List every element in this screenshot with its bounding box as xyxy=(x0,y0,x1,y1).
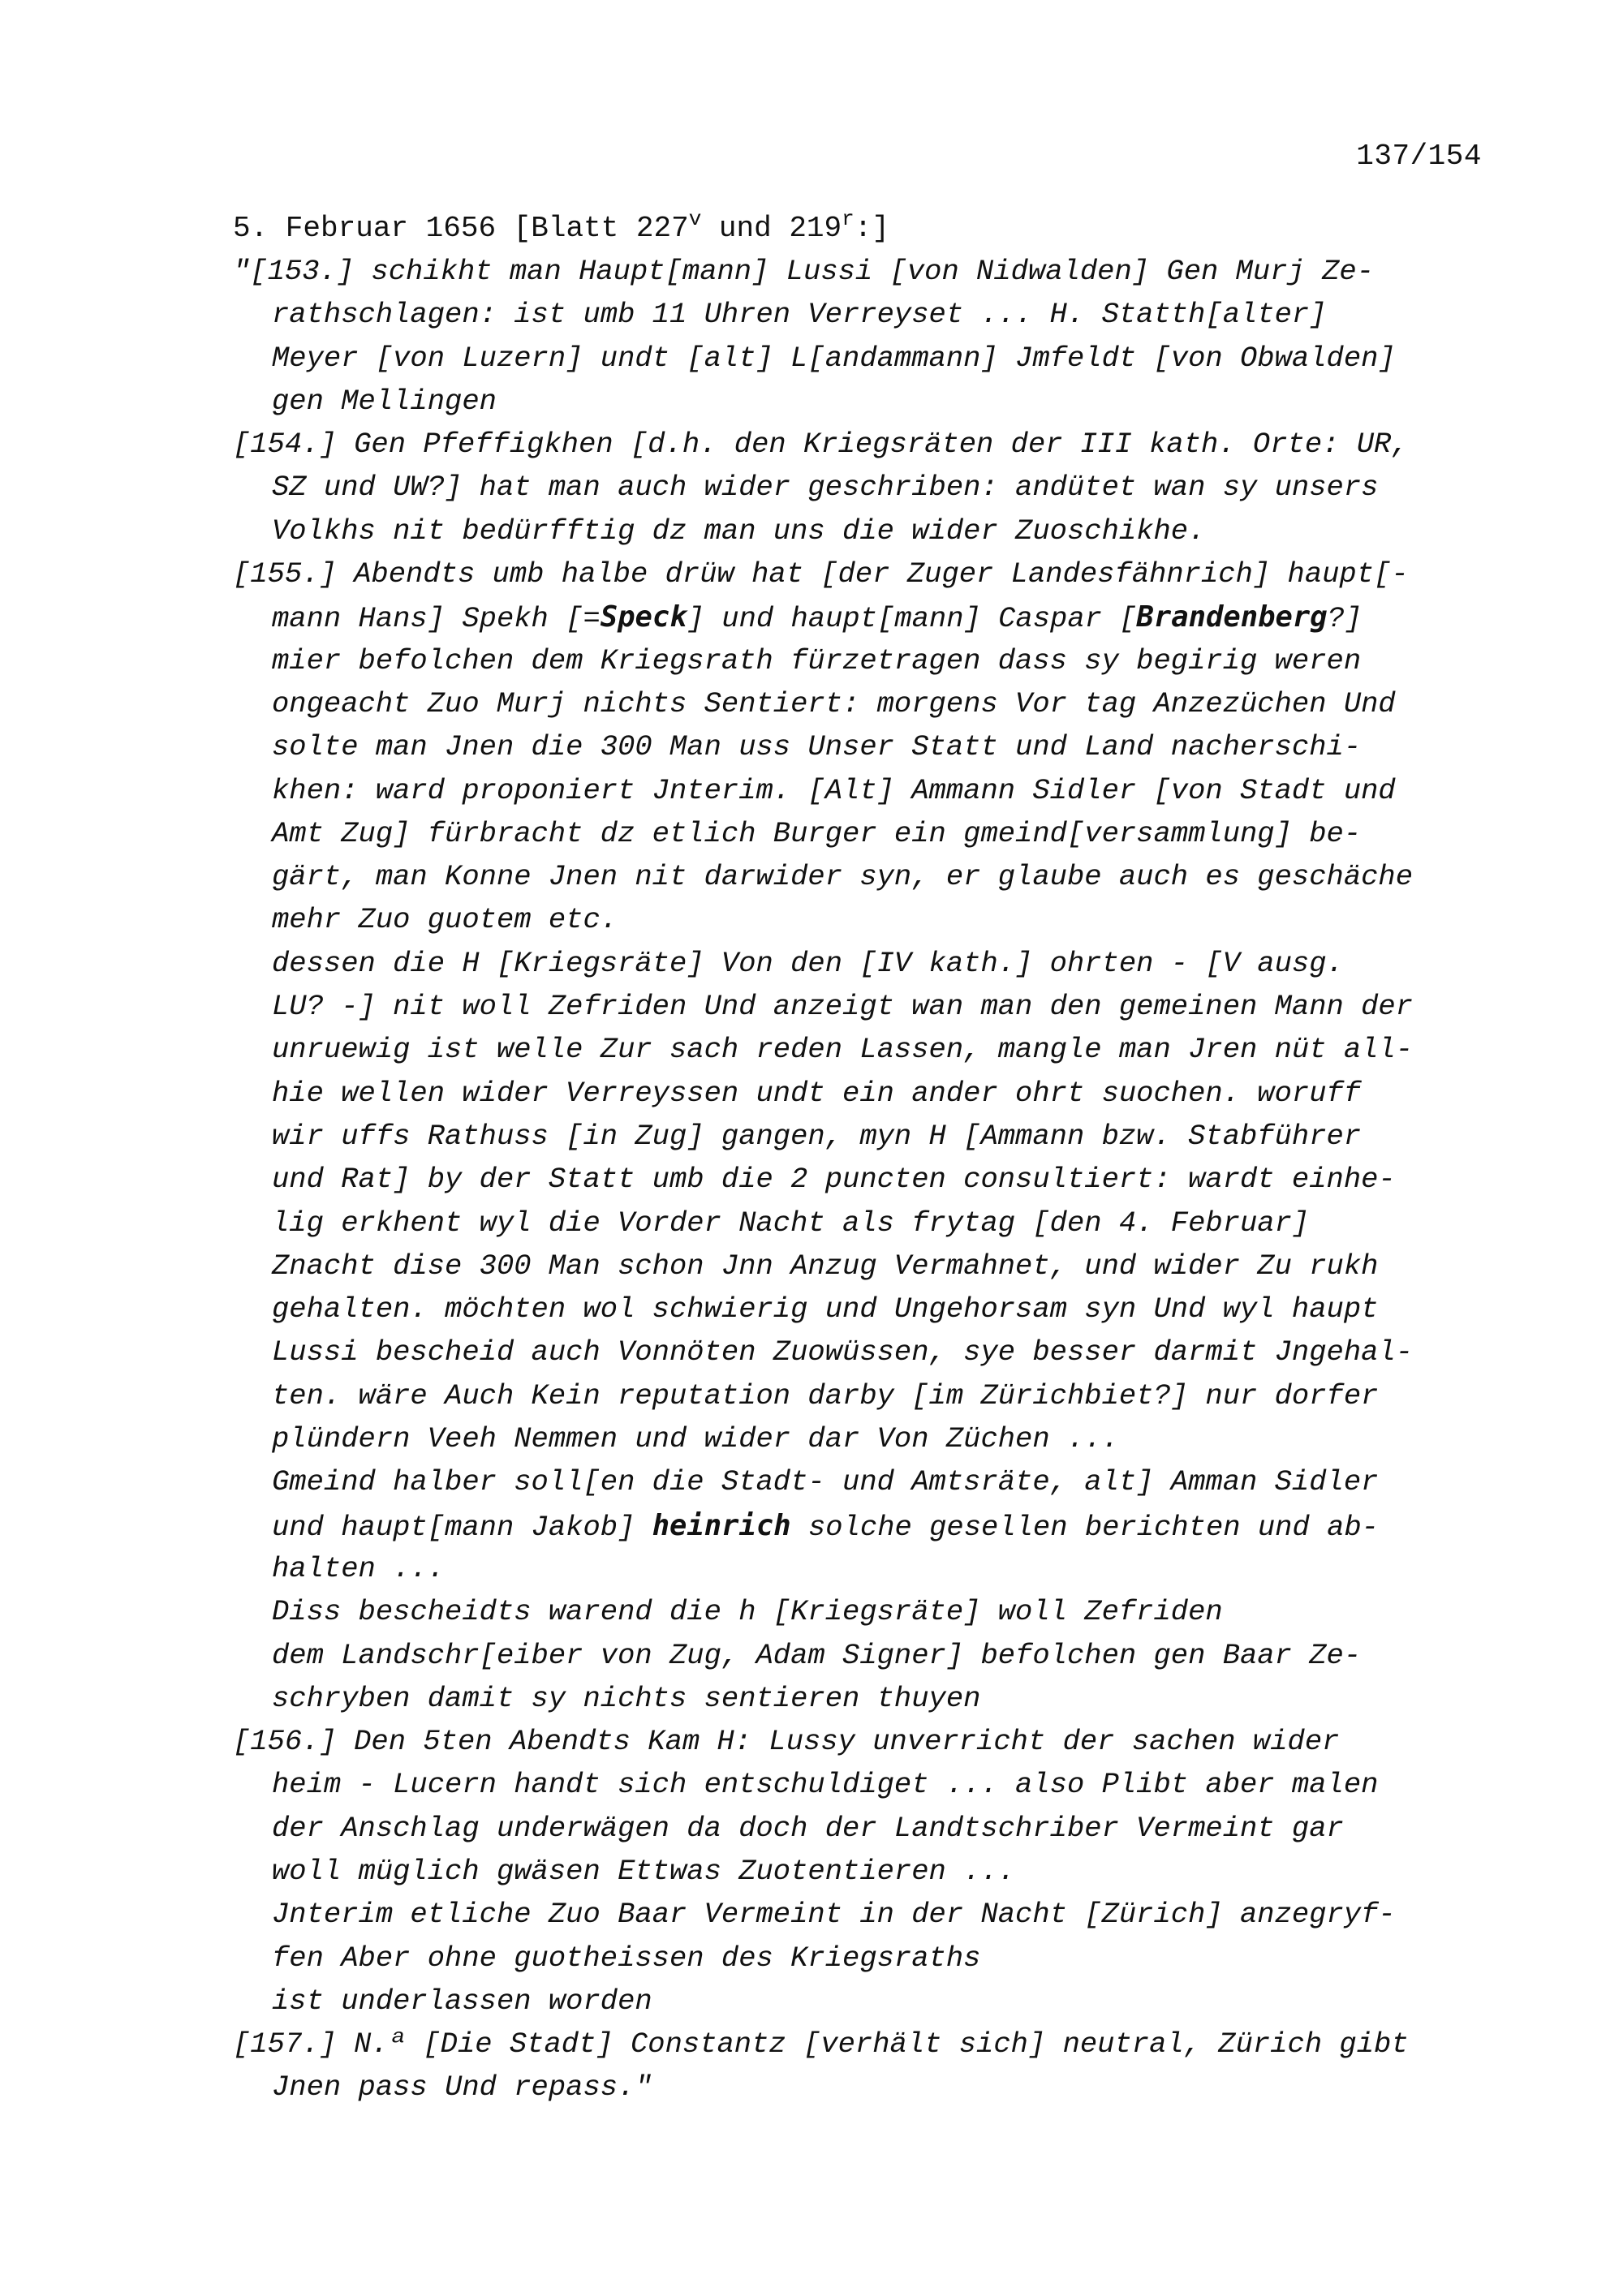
text-segment: mier befolchen dem Kriegsrath fürzetragen dass sy begirig weren xyxy=(272,643,1362,677)
heading-date: 5. Februar 1656 [Blatt 227 xyxy=(233,212,689,245)
text-segment: ten. wäre Auch Kein reputation darby [im Zürichbiet?] nur dorfer xyxy=(272,1378,1379,1412)
bold-name: Speck xyxy=(600,600,687,634)
text-line xyxy=(233,1720,1499,1763)
entry-heading xyxy=(233,207,1499,250)
text-line xyxy=(233,1288,1499,1331)
text-line xyxy=(233,2066,1499,2109)
text-line xyxy=(233,1763,1499,1806)
text-segment: lig erkhent wyl die Vorder Nacht als frytag [den 4. Februar] xyxy=(272,1206,1310,1240)
text-line xyxy=(233,1331,1499,1374)
text-segment: dessen die H [Kriegsräte] Von den [IV kath.] ohrten - [V ausg. xyxy=(272,946,1344,980)
text-line xyxy=(233,380,1499,423)
text-segment: mann Hans] Spekh [= xyxy=(272,602,601,636)
text-line xyxy=(233,985,1499,1028)
text-line xyxy=(233,1158,1499,1201)
text-segment: SZ und UW?] hat man auch wider geschriben: andütet wan sy unsers xyxy=(272,471,1379,505)
text-segment: heim - Lucern handt sich entschuldiget ... also Plibt aber malen xyxy=(272,1768,1379,1802)
text-line xyxy=(233,1417,1499,1460)
text-segment: ist underlassen worden xyxy=(272,1984,652,2018)
text-segment: LU? -] nit woll Zefriden Und anzeigt wan man den gemeinen Mann der xyxy=(272,990,1414,1024)
text-line xyxy=(233,855,1499,898)
transcription-text xyxy=(233,250,1499,2109)
text-line xyxy=(233,1460,1499,1503)
text-segment: plündern Veeh Nemmen und wider dar Von Züchen ... xyxy=(272,1422,1119,1456)
text-segment: halten ... xyxy=(272,1551,446,1585)
text-line xyxy=(233,898,1499,941)
text-line xyxy=(233,1893,1499,1936)
text-line xyxy=(233,1202,1499,1245)
text-line xyxy=(233,1590,1499,1633)
text-segment: woll müglich gwäsen Ettwas Zuotentieren ... xyxy=(272,1854,1016,1888)
text-line xyxy=(233,725,1499,768)
text-segment: [156.] Den 5ten Abendts Kam H: Lussy unverricht der sachen wider xyxy=(233,1725,1340,1759)
text-line xyxy=(233,423,1499,466)
text-segment: gärt, man Konne Jnen nit darwider syn, er glaube auch es geschäche xyxy=(272,860,1414,894)
text-line xyxy=(233,1374,1499,1417)
text-line xyxy=(233,2023,1499,2066)
text-segment: Lussi bescheid auch Vonnöten Zuowüssen, sye besser darmit Jngehal- xyxy=(272,1335,1414,1369)
text-line xyxy=(233,1634,1499,1677)
text-segment: dem Landschr[eiber von Zug, Adam Signer] befolchen gen Baar Ze- xyxy=(272,1638,1362,1672)
text-line xyxy=(233,1072,1499,1115)
text-line xyxy=(233,466,1499,509)
text-line xyxy=(233,1504,1499,1547)
text-segment: schryben damit sy nichts sentieren thuyen xyxy=(272,1681,981,1715)
text-line xyxy=(233,337,1499,380)
text-segment: "[153.] schikht man Haupt[mann] Lussi [von Nidwalden] Gen Murj Ze- xyxy=(233,255,1375,288)
text-segment: gehalten. möchten wol schwierig und Ungehorsam syn Und wyl haupt xyxy=(272,1292,1379,1326)
heading-suffix: :] xyxy=(854,212,889,245)
text-segment: Amt Zug] fürbracht dz etlich Burger ein gmeind[versammlung] be- xyxy=(272,816,1362,850)
text-line xyxy=(233,1937,1499,1980)
text-segment: mehr Zuo guotem etc. xyxy=(272,903,618,937)
bold-name: Brandenberg xyxy=(1136,600,1328,634)
text-line xyxy=(233,250,1499,293)
page-number: 137/154 xyxy=(1356,140,1482,173)
text-line xyxy=(233,769,1499,812)
text-segment: Jnen pass Und repass." xyxy=(272,2070,652,2105)
text-segment: Znacht dise 300 Man schon Jnn Anzug Vermahnet, und wider Zu rukh xyxy=(272,1249,1379,1283)
text-line xyxy=(233,1980,1499,2023)
text-segment: der Anschlag underwägen da doch der Landtschriber Vermeint gar xyxy=(272,1811,1344,1845)
text-segment: unruewig ist welle Zur sach reden Lassen, mangle man Jren nüt all- xyxy=(272,1033,1414,1067)
text-line xyxy=(233,595,1499,638)
bold-name: heinrich xyxy=(652,1508,791,1542)
text-line xyxy=(233,1028,1499,1071)
text-line xyxy=(233,510,1499,553)
text-line xyxy=(233,1115,1499,1158)
text-line xyxy=(233,942,1499,985)
heading-sup-recto: r xyxy=(842,207,855,231)
text-line xyxy=(233,1850,1499,1893)
text-line xyxy=(233,1245,1499,1288)
text-segment: solte man Jnen die 300 Man uss Unser Statt und Land nacherschi- xyxy=(272,730,1362,764)
text-segment: ongeacht Zuo Murj nichts Sentiert: morgens Vor tag Anzezüchen Und xyxy=(272,686,1396,720)
text-segment: wir uffs Rathuss [in Zug] gangen, myn H [Ammann bzw. Stabführer xyxy=(272,1119,1362,1153)
heading-sup-verso: v xyxy=(688,207,702,231)
text-segment: khen: ward proponiert Jnterim. [Alt] Ammann Sidler [von Stadt und xyxy=(272,773,1396,807)
text-line xyxy=(233,639,1499,682)
text-segment: ] und haupt[mann] Caspar [ xyxy=(687,602,1137,636)
text-segment: fen Aber ohne guotheissen des Kriegsraths xyxy=(272,1941,981,1975)
text-line xyxy=(233,1547,1499,1590)
text-segment: [154.] Gen Pfeffigkhen [d.h. den Kriegsräten der III kath. Orte: UR, xyxy=(233,428,1409,462)
text-segment: rathschlagen: ist umb 11 Uhren Verreyset ... H. Statth[alter] xyxy=(272,298,1327,332)
text-segment: Jnterim etliche Zuo Baar Vermeint in der Nacht [Zürich] anzegryf- xyxy=(272,1898,1396,1932)
text-segment: ?] xyxy=(1327,602,1363,636)
text-segment: Gmeind halber soll[en die Stadt- und Amtsräte, alt] Amman Sidler xyxy=(272,1465,1379,1499)
text-segment: gen Mellingen xyxy=(272,384,497,418)
text-segment: und haupt[mann Jakob] xyxy=(272,1510,652,1544)
text-segment: Diss bescheidts warend die h [Kriegsräte] woll Zefriden xyxy=(272,1595,1223,1629)
text-line xyxy=(233,682,1499,725)
text-segment: und Rat] by der Statt umb die 2 puncten consultiert: wardt einhe- xyxy=(272,1163,1396,1197)
text-segment: solche gesellen berichten und ab- xyxy=(790,1510,1379,1544)
text-line xyxy=(233,553,1499,595)
text-line xyxy=(233,1677,1499,1720)
text-segment: [155.] Abendts umb halbe drüw hat [der Zuger Landesfähnrich] haupt[- xyxy=(233,557,1409,591)
text-line xyxy=(233,293,1499,336)
document-body xyxy=(233,207,1499,2109)
text-line xyxy=(233,812,1499,855)
text-line xyxy=(233,1807,1499,1850)
text-segment: [157.] N.ª [Die Stadt] Constantz [verhält sich] neutral, Zürich gibt xyxy=(233,2027,1409,2062)
text-segment: Volkhs nit bedürfftig dz man uns die wider Zuoschikhe. xyxy=(272,514,1206,548)
heading-middle: und 219 xyxy=(701,212,842,245)
text-segment: Meyer [von Luzern] undt [alt] L[andammann] Jmfeldt [von Obwalden] xyxy=(272,341,1396,375)
text-segment: hie wellen wider Verreyssen undt ein ander ohrt suochen. woruff xyxy=(272,1076,1362,1110)
